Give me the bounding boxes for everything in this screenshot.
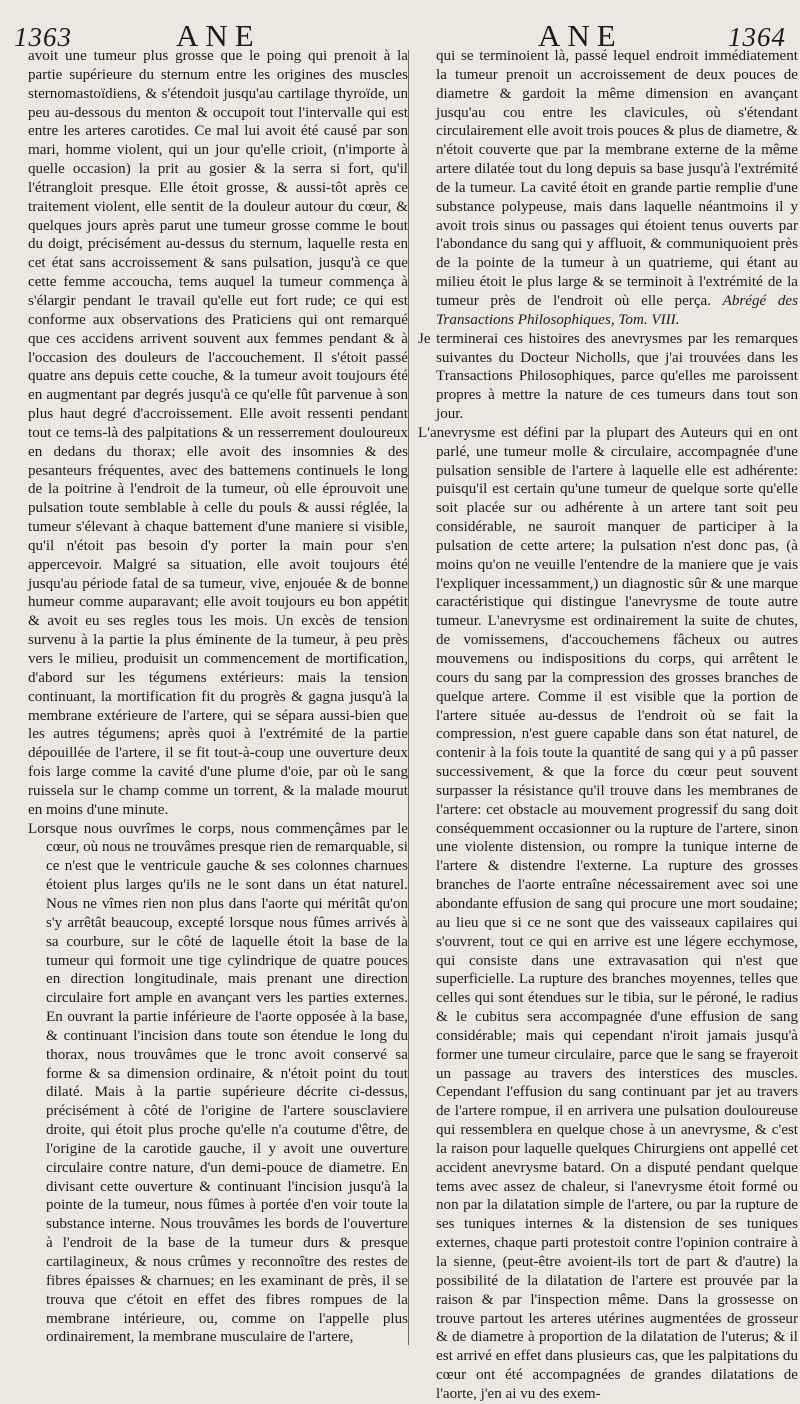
left-column — [28, 47, 408, 1347]
paragraph-text: qui se terminoient là, passé lequel endroit immédiatement la tumeur prenoit un accroissement de deux pouces de diametre & gardoit la même dimension en avançant jusqu'au cou entre les clavicules, où s'étendant circulairement elle avoit trois pouces & plus de diametre, & n'étoit couverte que par la membrane externe de la même artere dilatée tout du long depuis sa base jusqu'à l'extrémité de la tumeur. La cavité étoit en grande partie remplie d'une substance polypeuse, mais dans laquelle néantmoins il y avoit trois sinus ou passages qui étoient tenus ouverts par l'abondance du sang qui y affluoit, & communiquoient près de la pointe de la tumeur à un quatrieme, qui étant au milieu étoit le plus large & se terminoit à l'extrémité de la tumeur près de l'endroit où elle perça. — [436, 48, 798, 309]
citation: Abrégé des Transactions Philosophiques, Tom. VIII. — [436, 292, 799, 328]
page-number-left: 1363 — [14, 22, 72, 52]
paragraph: avoit une tumeur plus grosse que le poing qui prenoit à la partie supérieure du sternum entre les origines des muscles sternomastoïdiens, & s'étendoit jusqu'au cartilage thyroïde, un peu au-dessous du menton & occupoit tout l'intervalle qui est entre les arteres carotides. Ce mal lui avoit été causé par son mari, homme violent, qui un jour qu'elle crioit, (n'importe à quelle occasion) la prit au gosier & la serra si fort, qu'il l'étrangloit presque. Elle étoit grosse, & aussi-tôt après ce traitement violent, elle sentit de la douleur autour du cœur, & quelques jours après parut une tumeur grosse comme le bout du doigt, précisément au-dessus du sternum, laquelle resta en cet état sans accroissement & sans pulsation, jusqu'à ce que cette femme accoucha, tems auquel la tumeur commença à s'élargir pendant le travail qu'elle eut fort rude; ce qui est conforme aux observations des Praticiens qui ont remarqué que ces accidens arrivent souvent aux femmes pendant & à l'occasion des douleurs de l'accouchement. Il s'étoit passé quatre ans depuis cette couche, & la tumeur avoit toujours été en augmentant par degrés jusqu'à ce qu'elle fût parvenue à son plus haut degré d'accroissement. Elle avoit ressenti pendant tout ce tems-là des palpitations & un resserrement douloureux en dedans du thorax; elle avoit des insomnies & des pesanteurs fréquentes, avec des battemens continuels le long de la poitrine à l'endroit de la tumeur, où elle éprouvoit une pulsation toute semblable à celle du pouls & aussi réglée, la tumeur s'élevant à chaque battement d'une maniere si visible, qu'il n'étoit pas besoin d'y porter la main pour s'en appercevoir. Malgré sa situation, elle avoit toujours été jusqu'au période fatal de sa tumeur, vive, enjouée & de bonne humeur comme auparavant; elle avoit toujours eu bon appétit & avoit eu ses regles tous les mois. Un excès de tension survenu à la partie la plus éminente de la tumeur, à peu près vers le milieu, produisit un commencement de mortification, d'abord sur les tégumens extérieurs: mais la tension continuant, la mortification fit du progrès & gagna jusqu'à la membrane extérieure de l'artere, qui se sépara aussi-bien que les autres tégumens; après quoi à l'extrémité de la partie dépouillée de l'artere, il se fit tout-à-coup une ouverture deux fois large comme la cavité d'une plume d'oie, par où le sang ruissela sur le champ comme un torrent, & la malade mourut en moins d'une minute. — [28, 48, 408, 818]
page-number-right: 1364 — [728, 22, 786, 52]
paragraph: Je terminerai ces histoires des anevrysmes par les remarques suivantes du Docteur Nicholls, que j'ai trouvées dans les Transactions Philosophiques, parce qu'elles me paroissent propres à mettre la nature de ces tumeurs dans tout son jour. — [418, 330, 798, 423]
paragraph: L'anevrysme est défini par la plupart des Auteurs qui en ont parlé, une tumeur molle & circulaire, accompagnée d'une pulsation sensible de l'artere à laquelle elle est adhérente: puisqu'il est certain qu'une tumeur de quelque sorte qu'elle soit placée sur ou adhérente à un artere tant soit peu considérable, ne sauroit manquer de participer à la pulsation de cette artere; la pulsation n'est donc pas, (à moins qu'on ne veuille l'entendre de la maniere que je vais l'expliquer incessamment,) un diagnostic sûr & une marque caractéristique qui distingue l'anevrysme de toute autre tumeur. L'anevrysme est ordinairement la suite de chutes, de vomissemens, d'accouchemens fâcheux ou autres mouvemens ou indispositions du corps, qui arrêtent le cours du sang par la compression des grosses branches de quelque artere. Comme il est visible que la portion de l'artere située au-dessus de l'endroit où se fait la compression, n'est guere capable dans son état naturel, de contenir à la fois toute la quantité de sang qui y a pû passer successivement, & que la force du cœur peut souvent surpasser la résistance qu'il trouve dans les membranes de l'artere: cet obstacle au mouvement progressif du sang doit conséquemment occasionner ou la rupture de l'artere, sinon une violente distension, ou rompre la tunique interne de l'artere & distendre l'externe. La rupture des grosses branches de l'aorte entraîne nécessairement avec soi une abondante effusion de sang qui procure une mort soudaine; au lieu que si ce ne sont que des vaisseaux capilaires qui s'ouvrent, tout ce qui en arrive est une légere ecchymose, qui consiste dans une extravasation qui n'est que superficielle. La rupture des branches moyennes, telles que celles qui sont étendues sur le tibia, sur le péroné, le radius & le cubitus sera accompagnée d'une effusion de sang considérable; mais qui cependant n'iroit jamais jusqu'à former une tumeur circulaire, parce que le sang se frayeroit un passage au travers des interstices des muscles. Cependant l'effusion du sang continuant par jet au travers de l'artere rompue, il en arrivera une pulsation douloureuse qui ressemblera en quelque chose à un anevrysme, & c'est la raison pour laquelle quelques Chirurgiens ont appellé cet accident anevrysme batard. On a disputé pendant quelque tems avec assez de chaleur, si l'anevrysme étoit formé ou non par la dilatation simple de l'artere, ou par la rupture de ses tuniques internes & la distension de ses tuniques externes, chaque parti protestoit contre l'opinion contraire à la sienne, (peut-être avoient-ils tort de part & d'autre) la possibilité de la dilatation de l'artere est prouvée par la raison & par l'inspection même. Dans la grossesse on trouve partout les arteres utérines augmentées de grosseur & de diametre à proportion de la dilatation de l'uterus; & il est arrivé en effet dans plusieurs cas, que les palpitations du cœur ont été accompagnées de grandes dilatations de l'aorte, j'en ai vu des exem- — [418, 424, 798, 1402]
running-head-right: ANE — [538, 18, 623, 53]
paragraph — [418, 47, 798, 330]
paragraph: Lorsque nous ouvrîmes le corps, nous commençâmes par le cœur, où nous ne trouvâmes presque rien de remarquable, si ce n'est que le ventricule gauche & ses colonnes charnues étoient plus larges qu'ils ne le sont dans un état naturel. Nous ne vîmes rien non plus dans l'aorte qui méritât qu'on s'y arrêtât beaucoup, excepté lorsque nous fûmes arrivés à sa courbure, sur le côté de laquelle étoit la base de la tumeur qui formoit une tige cylindrique de quatre pouces en direction longitudinale, mais prenant une direction circulaire fort ample en avançant vers les parties externes. En ouvrant la partie inférieure de l'aorte opposée à la base, & continuant l'incision dans toute son étendue le long du thorax, nous trouvâmes que le tronc avoit conservé sa forme & sa dimension ordinaire, & n'étoit point du tout dilaté. Mais à la partie supérieure décrite ci-dessus, précisément à côté de l'origine de l'artere sousclaviere droite, qui étoit plus proche qu'elle n'a coutume d'être, de l'origine de la carotide gauche, il y avoit une ouverture circulaire contre nature, d'un demi-pouce de diametre. En divisant cette ouverture & continuant l'incision jusqu'à la pointe de la tumeur, nous fûmes à portée d'en voir toute la substance interne. Nous trouvâmes les bords de l'ouverture à l'endroit de la base de la tumeur durs & presque cartilagineux, & nous crûmes y reconnoître des restes de fibres épaisses & charnues; en les examinant de près, il se trouva que c'étoit en effet des fibres rompues de la membrane intérieure, ou, comme on l'appelle plus ordinairement, la membrane musculaire de l'artere, — [28, 820, 408, 1346]
running-head-left: ANE — [176, 18, 261, 53]
column-divider — [408, 50, 409, 1345]
right-column — [418, 47, 798, 1404]
